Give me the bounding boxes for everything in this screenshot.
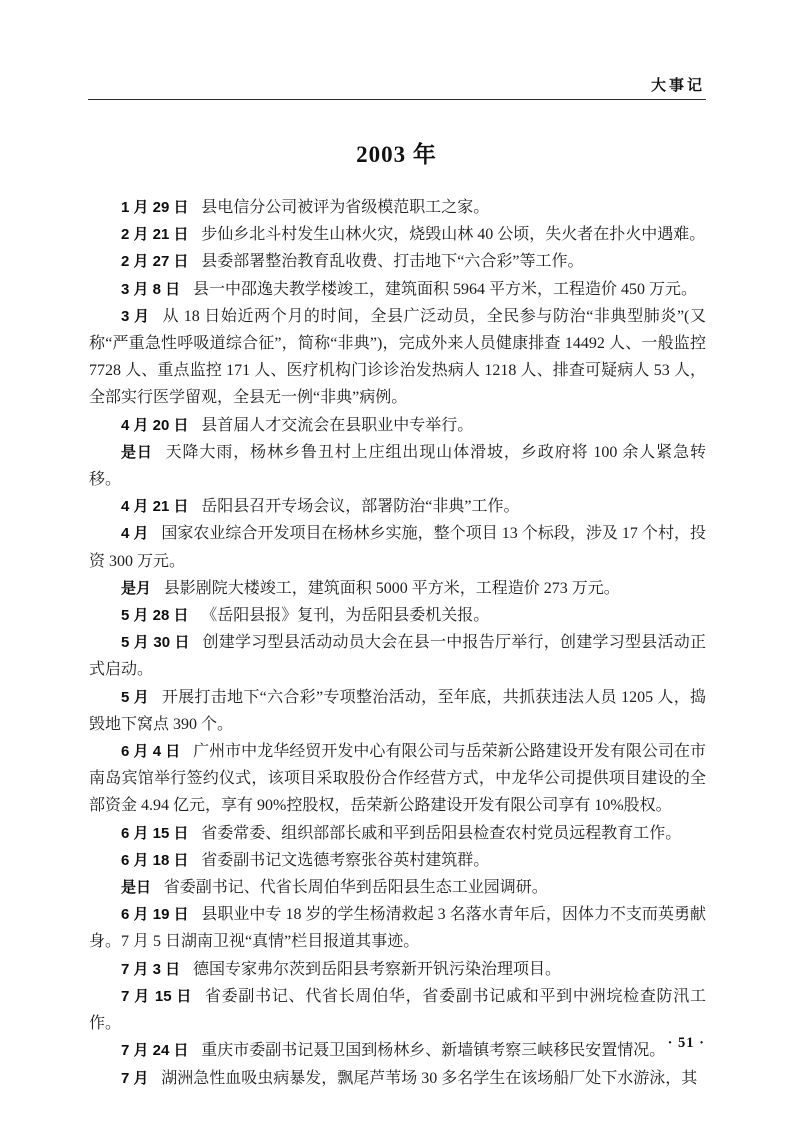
entry-text: 湖洲急性血吸虫病暴发，飘尾芦苇场 30 多名学生在该场船厂处下水游泳，其 [161, 1069, 698, 1087]
entry-text: 省委常委、组织部部长戚和平到岳阳县检查农村党员远程教育工作。 [201, 824, 682, 842]
entry-date: 1 月 29 日 [121, 199, 189, 216]
entry-text: 岳阳县召开专场会议，部署防治“非典”工作。 [201, 498, 520, 516]
chronicle-entry [89, 303, 706, 412]
chronicle-entry [89, 520, 706, 574]
chronicle-entry [89, 575, 706, 602]
chronicle-entry [89, 493, 706, 520]
entry-date: 6 月 15 日 [121, 824, 189, 842]
entry-date: 7 月 [121, 1069, 149, 1087]
entry-date: 4 月 21 日 [121, 498, 189, 516]
entry-date: 6 月 19 日 [121, 906, 189, 924]
entry-text: 《岳阳县报》复刊，为岳阳县委机关报。 [201, 607, 490, 625]
entry-text: 省委副书记、代省长周伯华到岳阳县生态工业园调研。 [163, 879, 548, 897]
chronicle-entry [89, 412, 706, 439]
entry-date: 6 月 4 日 [121, 743, 181, 761]
chronicle-entry [89, 629, 706, 683]
chronicle-entry [89, 248, 706, 275]
entry-date: 4 月 [121, 525, 149, 543]
entry-date: 是日 [121, 443, 153, 461]
entry-text: 省委副书记、代省长周伯华，省委副书记戚和平到中洲垸检查防汛工作。 [89, 987, 706, 1033]
chronicle-entry [89, 194, 706, 221]
entry-text: 开展打击地下“六合彩”专项整治活动，至年底，共抓获违法人员 1205 人，捣毁地下窝点 390 个。 [89, 688, 706, 733]
chronicle-entry [89, 983, 706, 1037]
entry-text: 重庆市委副书记聂卫国到杨林乡、新墙镇考察三峡移民安置情况。 [201, 1042, 666, 1060]
entry-text: 省委副书记文选德考察张谷英村建筑群。 [201, 851, 490, 869]
entry-date: 7 月 24 日 [121, 1042, 189, 1060]
chronicle-entry [89, 1065, 706, 1092]
chronicle-entry [89, 276, 706, 303]
chronicle-entry [89, 847, 706, 874]
entry-text: 县电信分公司被评为省级模范职工之家。 [201, 199, 490, 216]
entry-text: 德国专家弗尔茨到岳阳县考察新开钒污染治理项目。 [192, 960, 561, 978]
chronicle-entry [89, 901, 706, 955]
entry-date: 5 月 28 日 [121, 607, 189, 625]
page-title: 2003 年 [356, 142, 437, 167]
entry-text: 从 18 日始近两个月的时间，全县广泛动员，全民参与防治“非典型肺炎”(又称“严重急性呼吸道综合征”，简称“非典”)，完成外来人员健康排查 14492 人、一般监控 7728 人、重点监控 171 人、医疗机构门诊诊治发热病人 1218 人、排查可疑病人 53 人，全部实行医学留观，全县无一例“非典”病例。 [89, 307, 706, 407]
entry-date: 3 月 8 日 [121, 280, 181, 298]
entry-text: 县委部署整治教育乱收费、打击地下“六合彩”等工作。 [201, 253, 584, 271]
header-rule [88, 99, 706, 100]
chronicle-entry [89, 956, 706, 983]
entry-date: 7 月 3 日 [121, 960, 181, 978]
entry-date: 3 月 [121, 307, 150, 325]
entry-date: 5 月 [121, 688, 150, 706]
entry-date: 是日 [121, 879, 152, 897]
chronicle-entry [89, 602, 706, 629]
entry-date: 2 月 27 日 [121, 253, 189, 271]
entry-date: 2 月 21 日 [121, 226, 189, 244]
entry-text: 国家农业综合开发项目在杨林乡实施，整个项目 13 个标段，涉及 17 个村，投资 300 万元。 [89, 525, 706, 570]
entry-text: 县职业中专 18 岁的学生杨清救起 3 名落水青年后，因体力不支而英勇献身。7 月 5 日湖南卫视“真情”栏目报道其事迹。 [89, 906, 706, 951]
entry-text: 县首届人才交流会在县职业中专举行。 [201, 416, 474, 434]
chronicle-entry [89, 820, 706, 847]
chronicle-entry [89, 1037, 706, 1064]
chronicle-entry [89, 874, 706, 901]
entry-date: 5 月 30 日 [121, 634, 190, 652]
chronicle-entry [89, 221, 706, 248]
entry-text: 天降大雨，杨林乡鲁丑村上庄组出现山体滑坡，乡政府将 100 余人紧急转移。 [89, 443, 706, 489]
chronicle-entry [89, 684, 706, 738]
entry-text: 县影剧院大楼竣工，建筑面积 5000 平方米，工程造价 273 万元。 [163, 579, 620, 597]
entry-date: 7 月 15 日 [121, 987, 193, 1005]
entry-text: 步仙乡北斗村发生山林火灾，烧毁山林 40 公顷，失火者在扑火中遇难。 [201, 226, 706, 244]
entry-text: 县一中邵逸夫教学楼竣工，建筑面积 5964 平方米，工程造价 450 万元。 [192, 280, 697, 298]
chronicle-entry [89, 738, 706, 820]
entry-date: 是月 [121, 579, 152, 597]
chronicle-entry [89, 439, 706, 493]
entry-date: 4 月 20 日 [121, 416, 189, 434]
running-header [651, 74, 705, 95]
entry-text: 创建学习型县活动动员大会在县一中报告厅举行，创建学习型县活动正式启动。 [89, 634, 706, 679]
page-number: · 51 · [667, 1035, 705, 1051]
running-header-title: 大事记 [650, 78, 705, 94]
entry-text: 广州市中龙华经贸开发中心有限公司与岳荣新公路建设开发有限公司在市南岛宾馆举行签约仪式，该项目采取股份合作经营方式，中龙华公司提供项目建设的全部资金 4.94 亿元，享有 90%控股权，岳荣新公路建设开发有限公司享有 10%股权。 [89, 743, 706, 815]
chronicle-entries-list [89, 194, 706, 1092]
entry-date: 6 月 18 日 [121, 851, 189, 869]
